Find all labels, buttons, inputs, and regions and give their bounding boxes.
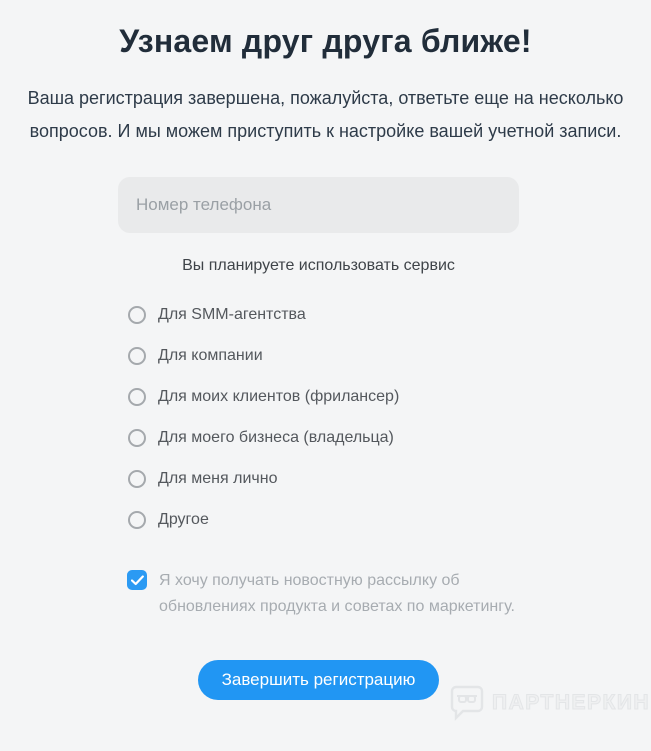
page-subtitle: Ваша регистрация завершена, пожалуйста, ответьте еще на несколько вопросов. И мы можем приступить к настройке вашей учетной записи. — [27, 88, 624, 141]
question-label: Вы планируете использовать сервис — [182, 257, 455, 274]
radio-option-label: Для моих клиентов (фрилансер) — [158, 388, 400, 405]
radio-icon[interactable] — [128, 347, 146, 365]
radio-option-company[interactable] — [128, 344, 519, 368]
radio-icon[interactable] — [128, 306, 146, 324]
radio-icon[interactable] — [128, 388, 146, 406]
watermark-text: ПАРТНЕРКИН — [492, 691, 651, 714]
radio-option-freelancer-clients[interactable] — [128, 385, 519, 409]
radio-option-label: Другое — [158, 511, 209, 528]
radio-icon[interactable] — [128, 511, 146, 529]
radio-option-own-business[interactable] — [128, 426, 519, 450]
checkmark-icon — [131, 575, 144, 586]
radio-option-personal[interactable] — [128, 467, 519, 491]
radio-option-label: Для компании — [158, 347, 263, 364]
registration-form — [118, 177, 519, 700]
radio-icon[interactable] — [128, 470, 146, 488]
radio-icon[interactable] — [128, 429, 146, 447]
page-title: Узнаем друг друга ближе! — [119, 23, 532, 59]
newsletter-checkbox-row[interactable] — [118, 568, 519, 620]
phone-input[interactable] — [118, 177, 519, 233]
finish-registration-button[interactable]: Завершить регистрацию — [198, 660, 440, 700]
submit-row — [118, 660, 519, 700]
usage-radio-group — [118, 303, 519, 532]
radio-option-smm-agency[interactable] — [128, 303, 519, 327]
radio-option-label: Для меня лично — [158, 470, 278, 487]
radio-option-label: Для SMM-агентства — [158, 306, 306, 323]
newsletter-checkbox-label: Я хочу получать новостную рассылку об обновлениях продукта и советах по маркетингу. — [159, 572, 515, 615]
radio-option-other[interactable] — [128, 508, 519, 532]
radio-option-label: Для моего бизнеса (владельца) — [158, 429, 394, 446]
checkbox-checked-icon[interactable] — [127, 570, 147, 590]
